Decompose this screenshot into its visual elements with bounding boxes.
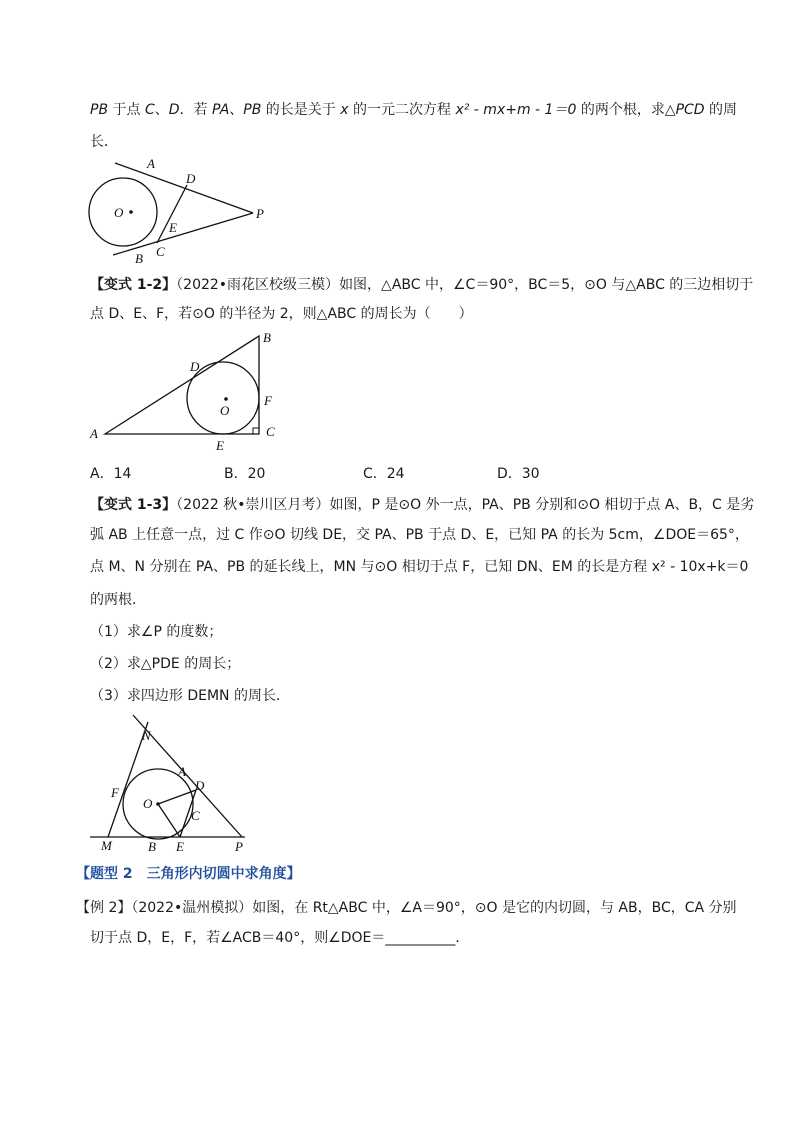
example-2-tag: 【例 2】 bbox=[76, 900, 132, 916]
label-p: P bbox=[256, 206, 264, 221]
label-o: O bbox=[114, 205, 124, 220]
label-o: O bbox=[220, 403, 230, 418]
center-o-dot bbox=[129, 210, 133, 214]
problem-1-1-line-1: PB 于点 C、D．若 PA、PB 的长是关于 x 的一元二次方程 x² - mx+m - 1＝0 的两个根，求△PCD 的周 bbox=[90, 102, 738, 118]
triangle-abc bbox=[105, 336, 259, 434]
option-d: D．30 bbox=[497, 466, 540, 482]
label-b: B bbox=[148, 839, 156, 854]
label-b: B bbox=[263, 330, 271, 345]
option-a: A．14 bbox=[90, 466, 132, 482]
label-a: A bbox=[90, 426, 98, 441]
problem-1-3-line-3: 点 M、N 分别在 PA、PB 的延长线上，MN 与⊙O 相切于点 F，已知 DN、EM 的长是方程 x² - 10x+k＝0 bbox=[90, 559, 749, 575]
tangent-pa bbox=[115, 163, 253, 213]
label-e: E bbox=[176, 839, 184, 854]
label-e: E bbox=[169, 220, 177, 235]
problem-1-2-line-1: 【变式 1-2】（2022•雨花区校级三模）如图，△ABC 中，∠C＝90°，BC＝5，⊙O 与△ABC 的三边相切于 bbox=[90, 277, 754, 293]
label-o: O bbox=[143, 796, 153, 811]
label-e: E bbox=[216, 438, 224, 450]
problem-1-3-line-1: 【变式 1-3】（2022 秋•崇川区月考）如图，P 是⊙O 外一点，PA、PB 分别和⊙O 相切于点 A、B，C 是劣 bbox=[90, 497, 755, 513]
right-angle-mark bbox=[253, 428, 259, 434]
label-f: F bbox=[264, 393, 272, 408]
problem-1-3-tag: 【变式 1-3】 bbox=[90, 497, 177, 513]
label-c: C bbox=[156, 244, 165, 259]
question-1: （1）求∠P 的度数； bbox=[90, 624, 223, 640]
center-o-dot bbox=[224, 397, 228, 401]
question-3: （3）求四边形 DEMN 的周长． bbox=[90, 688, 290, 704]
label-d: D bbox=[186, 171, 196, 186]
example-2-line-2: 切于点 D，E，F，若∠ACB＝40°，则∠DOE＝__________． bbox=[90, 930, 470, 946]
segment-oe bbox=[158, 804, 180, 837]
label-d: D bbox=[195, 778, 205, 793]
figure-right-triangle-incircle bbox=[85, 328, 285, 450]
label-d: D bbox=[190, 359, 200, 374]
example-2-source: （2022•温州模拟） bbox=[131, 900, 253, 916]
problem-1-2-source: （2022•雨花区校级三模） bbox=[176, 277, 340, 293]
problem-1-1-line-2: 长． bbox=[90, 134, 118, 150]
label-a: A bbox=[147, 156, 155, 171]
problem-1-2-line-2: 点 D、E、F，若⊙O 的半径为 2，则△ABC 的周长为（ ） bbox=[90, 306, 473, 322]
label-f: F bbox=[111, 785, 119, 800]
label-c: C bbox=[266, 424, 275, 439]
label-m: M bbox=[101, 838, 112, 853]
option-b: B．20 bbox=[224, 466, 266, 482]
label-a: A bbox=[178, 764, 186, 779]
label-b: B bbox=[135, 251, 143, 266]
section-2-title: 【题型 2 三角形内切圆中求角度】 bbox=[76, 866, 301, 882]
question-2: （2）求△PDE 的周长； bbox=[90, 656, 241, 672]
center-o-dot bbox=[156, 802, 160, 806]
segment-od bbox=[158, 790, 196, 804]
problem-1-3-source: （2022 秋•崇川区月考） bbox=[176, 497, 330, 513]
label-n: N bbox=[142, 728, 151, 743]
problem-1-3-line-4: 的两根． bbox=[90, 592, 146, 608]
option-c: C．24 bbox=[363, 466, 405, 482]
figure-circle-tangents-pcd bbox=[85, 155, 285, 267]
label-p: P bbox=[235, 839, 243, 854]
tangent-pb bbox=[113, 213, 253, 255]
quadratic-equation: x² - mx+m - 1＝0 bbox=[455, 102, 577, 118]
example-2-line-1: 【例 2】（2022•温州模拟）如图，在 Rt△ABC 中，∠A＝90°，⊙O 是它的内切圆，与 AB，BC，CA 分别 bbox=[76, 900, 737, 916]
problem-1-2-tag: 【变式 1-2】 bbox=[90, 277, 177, 293]
figure-tangent-quadrilateral bbox=[85, 712, 265, 854]
label-c: C bbox=[191, 808, 200, 823]
problem-1-3-line-2: 弧 AB 上任意一点，过 C 作⊙O 切线 DE，交 PA、PB 于点 D、E，已知 PA 的长为 5cm，∠DOE＝65°， bbox=[90, 527, 749, 543]
